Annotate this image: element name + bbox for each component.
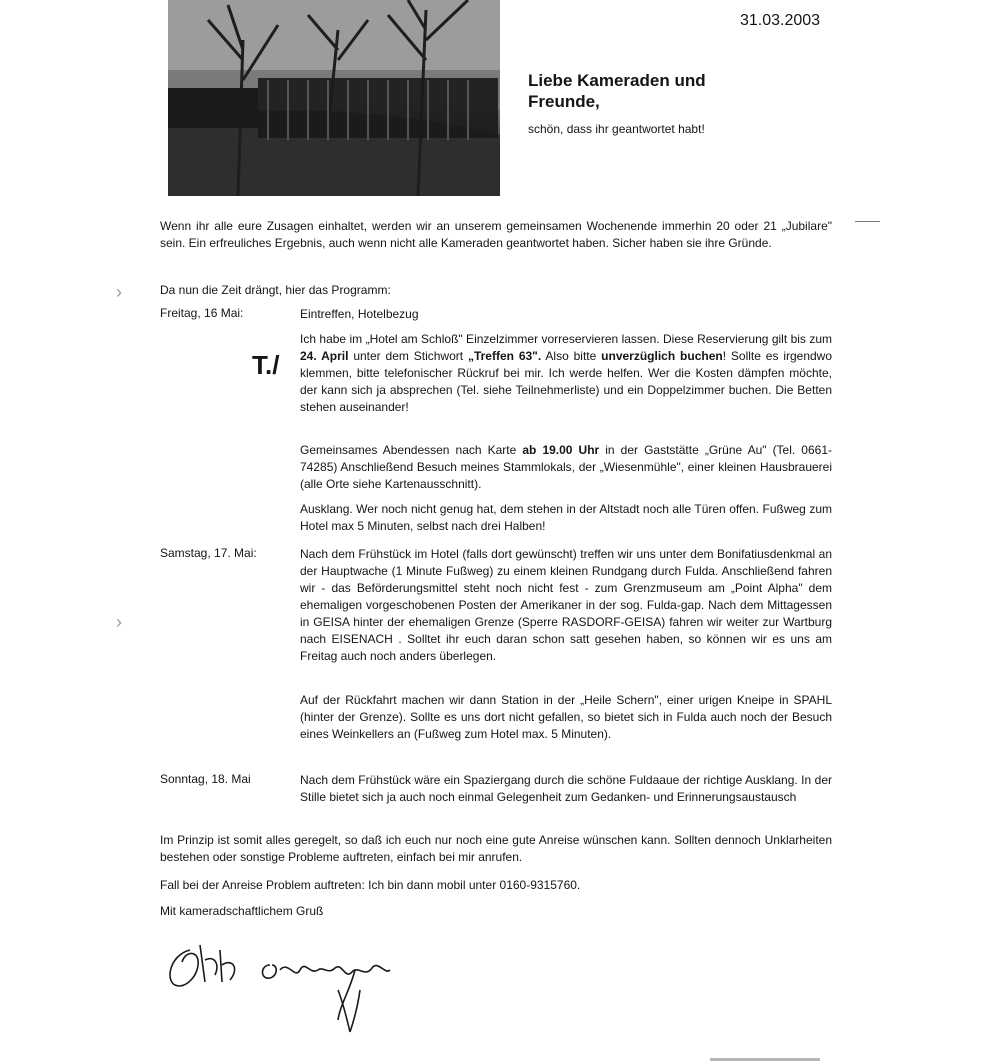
punch-hole-mark: › bbox=[116, 282, 122, 302]
day-sunday: Sonntag, 18. Mai bbox=[160, 772, 251, 786]
letter-date: 31.03.2003 bbox=[740, 12, 821, 29]
closing-paragraph: Im Prinzip ist somit alles geregelt, so daß ich euch nur noch eine gute Anreise wünschen kann. Sollten dennoch Unklarheiten bestehen oder sonstige Probleme auftreten, einfach bei mir anrufen. bbox=[160, 833, 832, 864]
saturday-return: Auf der Rückfahrt machen wir dann Station in der „Heile Schern", einer urigen Kneipe in SPAHL (hinter der Grenze). Sollte es uns dort nicht gefallen, so bietet sich in Fulda auch noch der Besuch eines Weinkellers an (Fußweg zum Hotel max. 5 Minuten). bbox=[300, 693, 832, 741]
bottom-edge-mark bbox=[710, 1058, 820, 1061]
greeting-subtitle: schön, dass ihr geantwortet habt! bbox=[528, 122, 705, 136]
friday-arrival: Eintreffen, Hotelbezug bbox=[300, 307, 419, 321]
friday-hotel-note: Ich habe im „Hotel am Schloß" Einzelzimmer vorreservieren lassen. Diese Reservierung gilt bis zum 24. April unter dem Stichwort „Treffen 63". Also bitte unverzüglich buchen! Sollte es irgendwo klemmen, bitte telefonischer Rückruf bei mir. Ich werde helfen. Wer die Kosten dämpfen möchte, der kann sich ja absprechen (Tel. siehe Teilnehmerliste) und ein Doppelzimmer buchen. Die Betten stehen auseinander! bbox=[300, 332, 833, 414]
punch-hole-mark: › bbox=[116, 612, 122, 632]
handwritten-mark: T./ bbox=[252, 350, 280, 380]
day-friday: Freitag, 16 Mai: bbox=[160, 306, 244, 320]
intro-paragraph: Wenn ihr alle eure Zusagen einhaltet, werden wir an unserem gemeinsamen Wochenende immerhin 20 oder 21 „Jubilare" sein. Ein erfreuliches Ergebnis, auch wenn nicht alle Kameraden geantwortet haben. Sicher haben sie ihre Gründe. bbox=[160, 219, 832, 250]
closing-greeting: Mit kameradschaftlichem Gruß bbox=[160, 904, 324, 918]
program-intro: Da nun die Zeit drängt, hier das Programm: bbox=[160, 283, 391, 297]
day-saturday: Samstag, 17. Mai: bbox=[160, 546, 257, 560]
handwritten-signature-icon bbox=[160, 920, 420, 1040]
mobile-note: Fall bei der Anreise Problem auftreten: Ich bin dann mobil unter 0160-9315760. bbox=[160, 878, 581, 892]
edge-mark bbox=[855, 221, 880, 222]
friday-dinner: Gemeinsames Abendessen nach Karte ab 19.00 Uhr in der Gaststätte „Grüne Au" (Tel. 0661-74285) Anschließend Besuch meines Stammlokals, der „Wiesenmühle", einer kleinen Hausbrauerei (alle Orte siehe Kartenausschnitt). bbox=[300, 443, 832, 491]
letterhead-photo bbox=[168, 0, 500, 196]
friday-outro: Ausklang. Wer noch nicht genug hat, dem stehen in der Altstadt noch alle Türen offen. Fußweg zum Hotel max 5 Minuten, selbst nach drei Halben! bbox=[300, 502, 832, 533]
photo-of-trees-and-fence-icon bbox=[168, 0, 500, 196]
saturday-program: Nach dem Frühstück im Hotel (falls dort gewünscht) treffen wir uns unter dem Bonifatiusdenkmal an der Hauptwache (1 Minute Fußweg) zu einem kleinen Rundgang durch Fulda. Anschließend fahren wir - das Beförderungsmittel steht noch nicht fest - zum Grenzmuseum am „Point Alpha" dem ehemaligen vorgeschobenen Posten der Amerikaner in der sog. Fulda-gap. Nach dem Mittagessen in GEISA hinter der ehemaligen Grenze (Sperre RASDORF-GEISA) fahren wir weiter zur Wartburg nach EISENACH . Solltet ihr euch daran schon satt gesehen haben, so können wir es uns am Freitag auch noch anders überlegen. bbox=[300, 547, 832, 663]
greeting-title: Liebe Kameraden und Freunde, bbox=[528, 71, 706, 111]
sunday-program: Nach dem Frühstück wäre ein Spaziergang durch die schöne Fuldaaue der richtige Ausklang. In der Stille bietet sich ja auch noch einmal Gelegenheit zum Gedanken- und Erinnerungsaustausch bbox=[300, 773, 832, 804]
